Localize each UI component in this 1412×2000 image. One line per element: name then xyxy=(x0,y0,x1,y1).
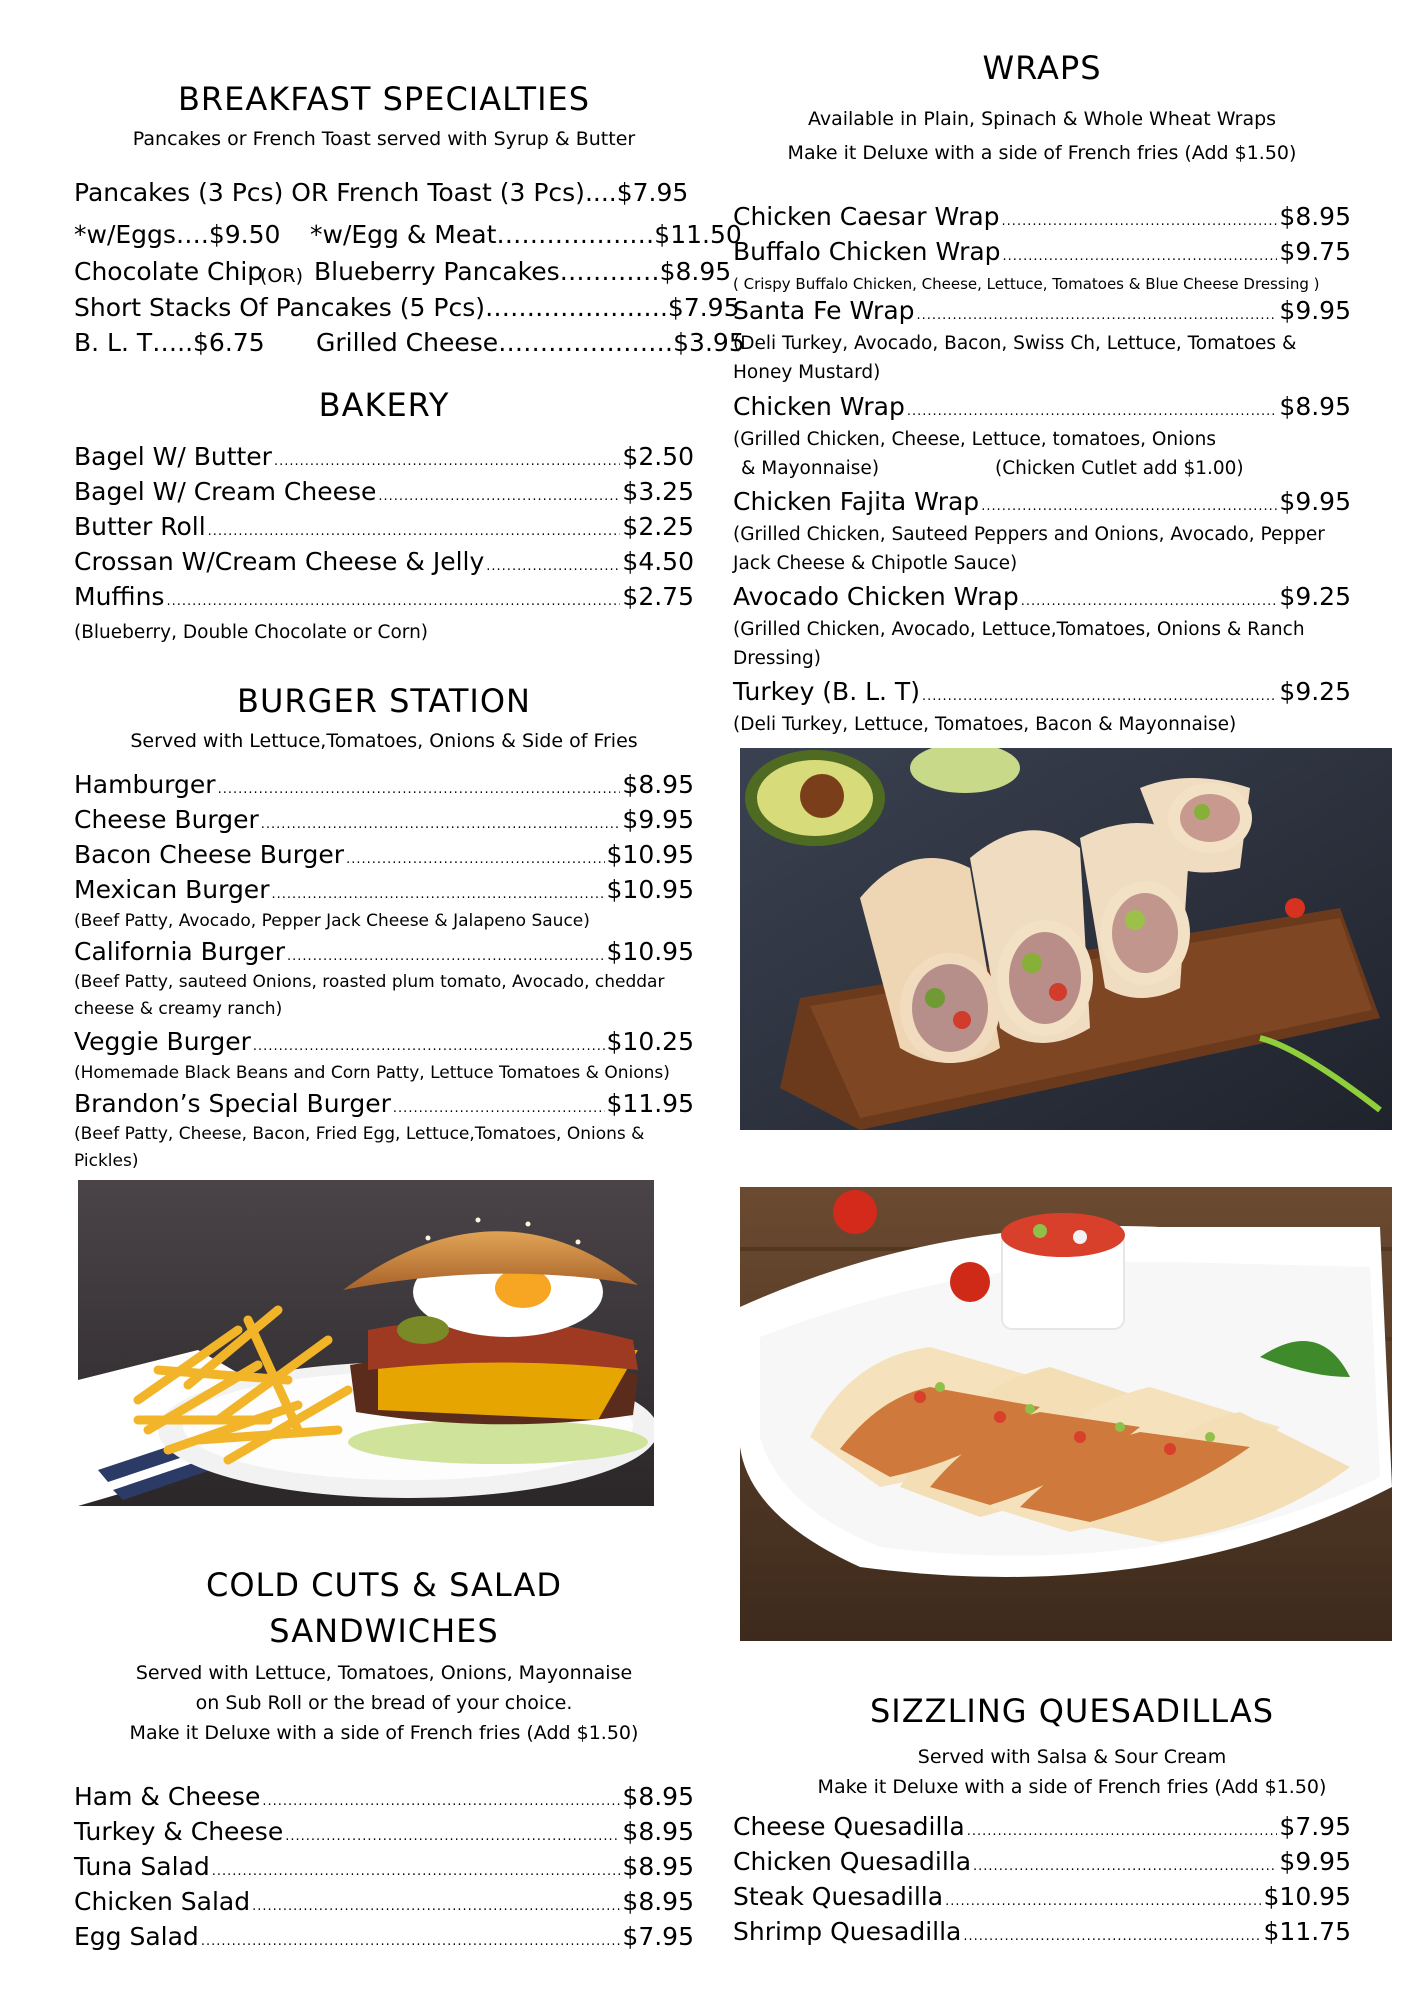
item-price: $2.75 xyxy=(622,582,694,611)
leader-dots xyxy=(378,477,620,505)
wraps-title: WRAPS xyxy=(982,49,1102,87)
leader-dots xyxy=(1003,237,1278,265)
leader-dots xyxy=(922,677,1277,705)
item-description: (Homemade Black Beans and Corn Patty, Lettuce Tomatoes & Onions) xyxy=(74,1063,670,1083)
quesadillas-item xyxy=(733,1917,1351,1947)
breakfast-pancakes-text: Pancakes (3 Pcs) OR French Toast (3 Pcs)....$7.95 xyxy=(74,178,689,207)
breakfast-or-text: (OR) xyxy=(260,265,303,287)
item-name: Steak Quesadilla xyxy=(733,1882,944,1911)
quesadillas-item xyxy=(733,1812,1351,1842)
item-name: Bagel W/ Butter xyxy=(74,442,272,471)
item-price: $9.95 xyxy=(1279,487,1351,516)
item-name: Chicken Caesar Wrap xyxy=(733,202,1000,231)
item-price: $8.95 xyxy=(622,1887,694,1916)
item-name: Bagel W/ Cream Cheese xyxy=(74,477,377,506)
leader-dots xyxy=(271,875,604,903)
leader-dots xyxy=(393,1089,605,1117)
burger-fries-illustration xyxy=(78,1180,654,1506)
burger-item xyxy=(74,805,694,835)
item-price: $10.95 xyxy=(1263,1882,1351,1911)
item-description: (Beef Patty, Avocado, Pepper Jack Cheese & Jalapeno Sauce) xyxy=(74,911,590,931)
item-price: $8.95 xyxy=(1279,202,1351,231)
item-price: $2.50 xyxy=(622,442,694,471)
coldcuts-item xyxy=(74,1852,694,1882)
item-description: (Deli Turkey, Avocado, Bacon, Swiss Ch, Lettuce, Tomatoes & Honey Mustard) xyxy=(733,333,1297,383)
leader-dots xyxy=(218,770,621,798)
item-name: Chicken Salad xyxy=(74,1887,251,1916)
leader-dots xyxy=(261,805,621,833)
item-name: Ham & Cheese xyxy=(74,1782,261,1811)
bakery-title: BAKERY xyxy=(318,386,450,424)
item-price: $10.95 xyxy=(606,875,694,904)
item-description: ( Crispy Buffalo Chicken, Cheese, Lettuce, Tomatoes & Blue Cheese Dressing ) xyxy=(733,275,1320,293)
item-description: (Deli Turkey, Lettuce, Tomatoes, Bacon & Mayonnaise) xyxy=(733,714,1237,735)
leader-dots xyxy=(486,547,620,575)
breakfast-subtitle: Pancakes or French Toast served with Syrup & Butter xyxy=(132,128,636,150)
item-name: Tuna Salad xyxy=(74,1852,210,1881)
leader-dots xyxy=(253,1027,605,1055)
wraps-item xyxy=(733,237,1351,267)
item-name: Cheese Burger xyxy=(74,805,259,834)
item-name: Cheese Quesadilla xyxy=(733,1812,965,1841)
muffins-note: (Blueberry, Double Chocolate or Corn) xyxy=(74,622,429,643)
item-price: $2.25 xyxy=(622,512,694,541)
item-name: Brandon’s Special Burger xyxy=(74,1089,391,1118)
item-name: Butter Roll xyxy=(74,512,206,541)
burger-subtitle: Served with Lettuce,Tomatoes, Onions & Side of Fries xyxy=(130,730,638,752)
item-description: (Beef Patty, sauteed Onions, roasted plum tomato, Avocado, cheddar cheese & creamy ranch) xyxy=(74,972,665,1019)
item-name: Chicken Wrap xyxy=(733,392,905,421)
item-price: $10.95 xyxy=(606,840,694,869)
coldcuts-item xyxy=(74,1817,694,1847)
bakery-item xyxy=(74,442,694,472)
item-price: $10.95 xyxy=(606,937,694,966)
item-description: (Beef Patty, Cheese, Bacon, Fried Egg, Lettuce,Tomatoes, Onions & Pickles) xyxy=(74,1124,645,1171)
burger-item xyxy=(74,1027,694,1057)
leader-dots xyxy=(287,937,604,965)
burger-title: BURGER STATION xyxy=(237,682,531,720)
wraps-illustration xyxy=(740,748,1392,1130)
leader-dots xyxy=(252,1887,620,1915)
breakfast-grilled-cheese-text: Grilled Cheese…………………$3.95 xyxy=(316,328,745,357)
breakfast-eggs-text: *w/Eggs….$9.50 xyxy=(74,220,281,249)
item-price: $9.95 xyxy=(1279,1847,1351,1876)
wraps-subtitle-2: Make it Deluxe with a side of French fries (Add $1.50) xyxy=(787,142,1297,164)
item-name: Chicken Fajita Wrap xyxy=(733,487,980,516)
leader-dots xyxy=(201,1922,621,1950)
leader-dots xyxy=(917,296,1278,324)
item-price: $9.25 xyxy=(1279,582,1351,611)
leader-dots xyxy=(907,392,1278,420)
item-price: $3.25 xyxy=(622,477,694,506)
item-name: Hamburger xyxy=(74,770,216,799)
burger-item xyxy=(74,937,694,967)
breakfast-short-stacks-text: Short Stacks Of Pancakes (5 Pcs)………………….$7.95 xyxy=(74,293,740,322)
breakfast-title: BREAKFAST SPECIALTIES xyxy=(177,80,591,118)
leader-dots xyxy=(967,1812,1278,1840)
leader-dots xyxy=(274,442,620,470)
item-price: $8.95 xyxy=(622,770,694,799)
item-name: Santa Fe Wrap xyxy=(733,296,915,325)
item-name: Chicken Quesadilla xyxy=(733,1847,972,1876)
wraps-item xyxy=(733,392,1351,422)
coldcuts-subtitle-3: Make it Deluxe with a side of French fries (Add $1.50) xyxy=(129,1722,639,1744)
breakfast-egg-meat-text: *w/Egg & Meat…………….…$11.50 xyxy=(310,220,742,249)
leader-dots xyxy=(212,1852,621,1880)
coldcuts-item xyxy=(74,1922,694,1952)
item-description: (Grilled Chicken, Avocado, Lettuce,Tomatoes, Onions & Ranch Dressing) xyxy=(733,619,1305,669)
item-name: Buffalo Chicken Wrap xyxy=(733,237,1001,266)
bakery-item xyxy=(74,547,694,577)
item-name: Avocado Chicken Wrap xyxy=(733,582,1019,611)
quesadillas-item xyxy=(733,1847,1351,1877)
item-price: $10.25 xyxy=(606,1027,694,1056)
wraps-item xyxy=(733,296,1351,326)
item-price: $9.25 xyxy=(1279,677,1351,706)
wraps-subtitle-1: Available in Plain, Spinach & Whole Wheat Wraps xyxy=(807,108,1277,130)
coldcuts-item xyxy=(74,1887,694,1917)
item-description-cont: & Mayonnaise) xyxy=(741,458,880,479)
item-price: $9.95 xyxy=(1279,296,1351,325)
item-price: $9.75 xyxy=(1279,237,1351,266)
breakfast-blueberry-text: Blueberry Pancakes…………$8.95 xyxy=(314,257,732,286)
coldcuts-title-line1: COLD CUTS & SALAD xyxy=(206,1566,562,1604)
item-name: California Burger xyxy=(74,937,286,966)
item-price: $11.75 xyxy=(1263,1917,1351,1946)
item-name: Turkey (B. L. T) xyxy=(733,677,920,706)
leader-dots xyxy=(285,1817,620,1845)
item-price: $7.95 xyxy=(622,1922,694,1951)
leader-dots xyxy=(963,1917,1261,1945)
leader-dots xyxy=(262,1782,620,1810)
item-price: $8.95 xyxy=(622,1782,694,1811)
burger-item xyxy=(74,840,694,870)
breakfast-chocolate-text: Chocolate Chip xyxy=(74,257,264,286)
quesadillas-item xyxy=(733,1882,1351,1912)
wraps-item xyxy=(733,677,1351,707)
wraps-item xyxy=(733,582,1351,612)
bakery-item xyxy=(74,477,694,507)
wraps-item xyxy=(733,202,1351,232)
coldcuts-subtitle-2: on Sub Roll or the bread of your choice. xyxy=(195,1692,573,1714)
leader-dots xyxy=(1021,582,1278,610)
item-name: Egg Salad xyxy=(74,1922,199,1951)
bakery-item xyxy=(74,582,694,612)
quesadillas-title: SIZZLING QUESADILLAS xyxy=(869,1692,1275,1730)
item-price: $8.95 xyxy=(622,1852,694,1881)
bakery-item xyxy=(74,512,694,542)
leader-dots xyxy=(346,840,604,868)
burger-fries-photo xyxy=(78,1180,654,1506)
coldcuts-subtitle-1: Served with Lettuce, Tomatoes, Onions, Mayonnaise xyxy=(135,1662,633,1684)
leader-dots xyxy=(945,1882,1261,1910)
quesadilla-illustration xyxy=(740,1187,1392,1641)
item-price: $4.50 xyxy=(622,547,694,576)
item-name: Turkey & Cheese xyxy=(74,1817,284,1846)
item-name: Bacon Cheese Burger xyxy=(74,840,345,869)
item-name: Crossan W/Cream Cheese & Jelly xyxy=(74,547,485,576)
wraps-item xyxy=(733,487,1351,517)
item-description: (Grilled Chicken, Sauteed Peppers and Onions, Avocado, Pepper Jack Cheese & Chipotle Sauce) xyxy=(733,524,1325,574)
leader-dots xyxy=(166,582,620,610)
item-price: $8.95 xyxy=(1279,392,1351,421)
burger-item xyxy=(74,770,694,800)
wraps-photo xyxy=(740,748,1392,1130)
quesadillas-subtitle-2: Make it Deluxe with a side of French fries (Add $1.50) xyxy=(817,1776,1327,1798)
item-name: Veggie Burger xyxy=(74,1027,251,1056)
item-name: Mexican Burger xyxy=(74,875,270,904)
quesadillas-subtitle-1: Served with Salsa & Sour Cream xyxy=(917,1746,1227,1768)
item-description: (Grilled Chicken, Cheese, Lettuce, tomatoes, Onions xyxy=(733,429,1216,450)
item-price: $7.95 xyxy=(1279,1812,1351,1841)
leader-dots xyxy=(208,512,621,540)
item-price: $9.95 xyxy=(622,805,694,834)
leader-dots xyxy=(973,1847,1277,1875)
chicken-cutlet-note: (Chicken Cutlet add $1.00) xyxy=(995,458,1244,479)
item-price: $11.95 xyxy=(606,1089,694,1118)
coldcuts-item xyxy=(74,1782,694,1812)
quesadilla-photo xyxy=(740,1187,1392,1641)
item-price: $8.95 xyxy=(622,1817,694,1846)
breakfast-blt-text: B. L. T…..$6.75 xyxy=(74,328,265,357)
leader-dots xyxy=(981,487,1277,515)
coldcuts-title-line2: SANDWICHES xyxy=(269,1612,499,1650)
item-name: Muffins xyxy=(74,582,165,611)
leader-dots xyxy=(1002,202,1278,230)
burger-item xyxy=(74,875,694,905)
item-name: Shrimp Quesadilla xyxy=(733,1917,962,1946)
burger-item xyxy=(74,1089,694,1119)
